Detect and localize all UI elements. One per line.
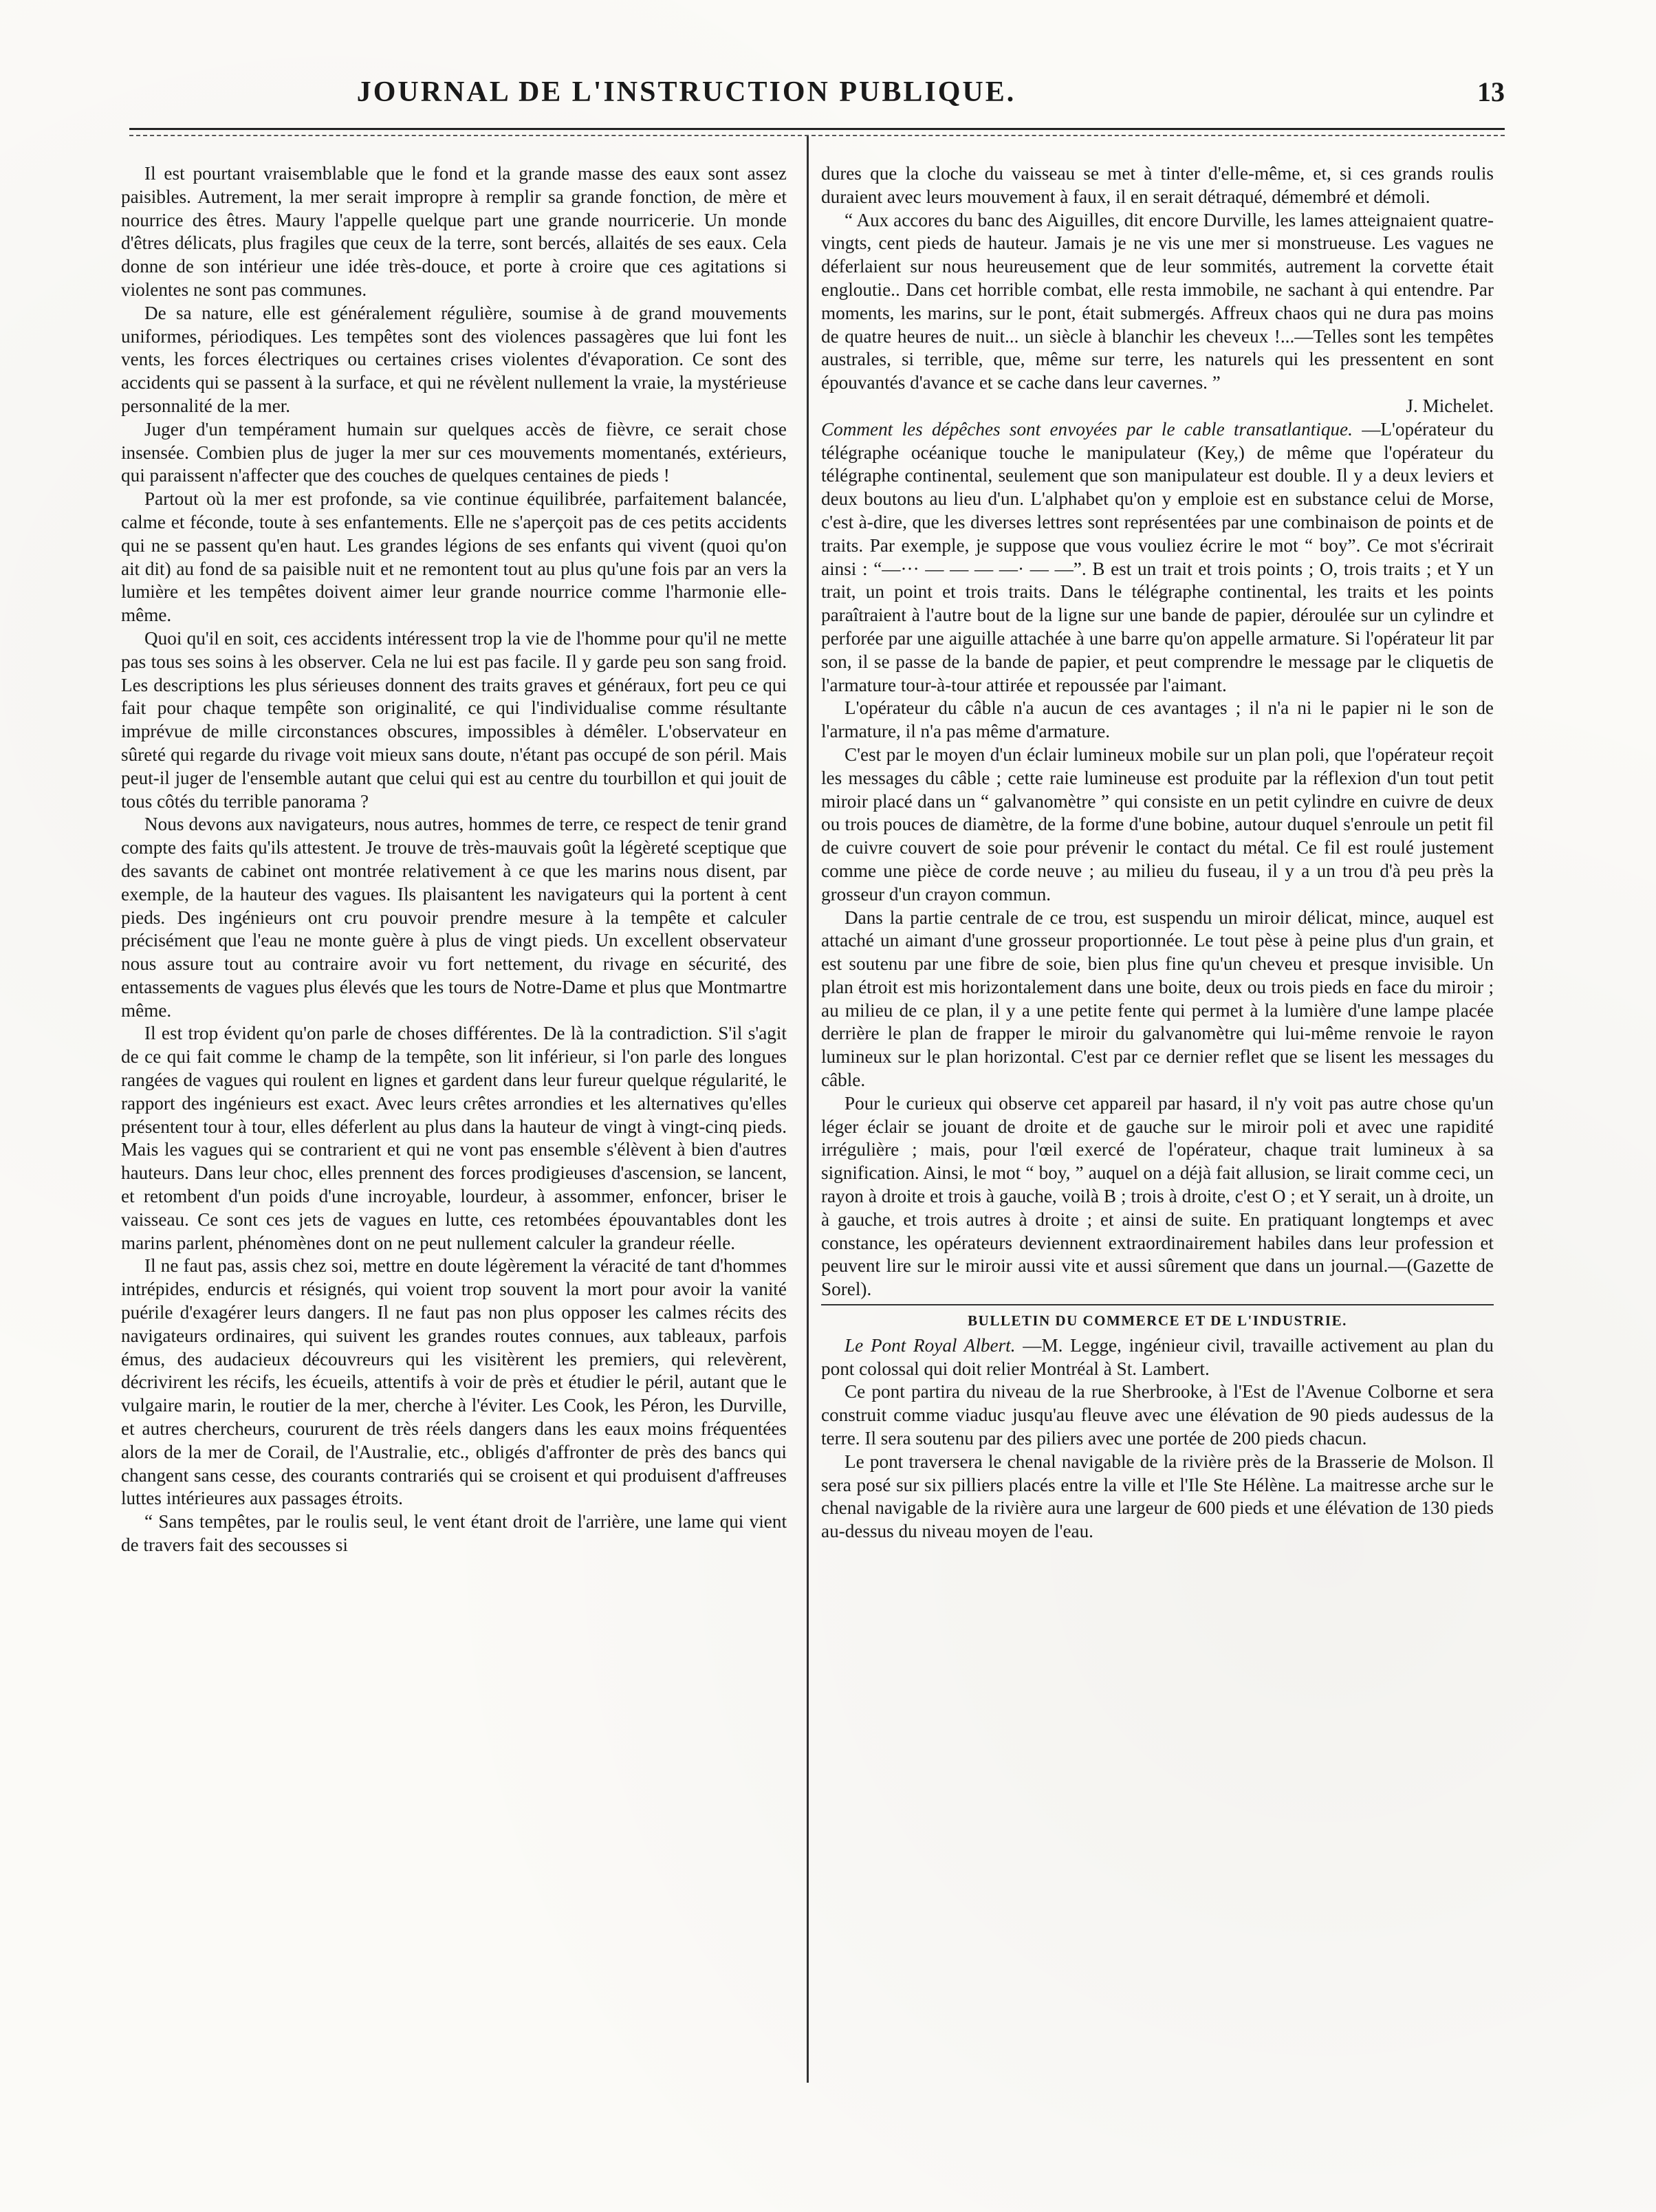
paragraph: Il est pourtant vraisemblable que le fond et la grande masse des eaux sont assez paisibles. Autrement, la mer serait impropre à remplir sa grande fonction, de mère et nourrice des êtres. Maury l'appelle quelque part une grande nourricerie. Un monde d'êtres délicats, plus fragiles que ceux de la terre, sont bercés, allaités de ses eaux. Cela donne de son intérieur une idée très-douce, et porte à croire que ces agitations si violentes ne sont pas communes. <box>121 163 787 300</box>
cable-article-body: —L'opérateur du télégraphe océanique touche le manipulateur (Key,) de même que l'opérateur du télégraphe continental, seulement que son manipulateur est double. Il y a deux leviers et deux boutons au lieu d'un. L'alphabet qu'on y emploie est en substance celui de Morse, c'est à-dire, que les diverses lettres sont représentées par une combinaison de points et de traits. Par exemple, je suppose que vous vouliez écrire le mot “ boy”. Ce mot s'écrirait ainsi : “—··· — — — —· — —”. B est un trait et trois points ; O, trois traits ; et Y un trait, un point et trois traits. Dans le télégraphe continental, les traits et les points paraîtraient à l'autre bout de la ligne sur une bande de papier, déroulée sur un cylindre et perforée par une aiguille attachée à une barre qu'on appelle armature. Si l'opérateur lit par son, il se passe de la bande de papier, et peut comprendre le message par le cliquetis de l'armature tour-à-tour attirée et repoussée par l'aimant. <box>821 418 1494 695</box>
paragraph: C'est par le moyen d'un éclair lumineux mobile sur un plan poli, que l'opérateur reçoit les messages du câble ; cette raie lumineuse est produite par la réflexion d'un tout petit miroir placé dans un “ galvanomètre ” qui consiste en un petit cylindre en cuivre de deux ou trois pouces de diamètre, de la forme d'une bobine, autour duquel s'enroule un petit fil de cuivre couvert de soie pour prévenir le contact du métal. Ce fil est roulé justement comme une pièce de corde neuve ; au milieu du fuseau, il y a un trou d'à peu près la grosseur d'un crayon commun. <box>821 744 1494 904</box>
right-column <box>821 162 1494 2088</box>
page-number: 13 <box>1477 76 1505 107</box>
continued-paragraph: dures que la cloche du vaisseau se met à tinter d'elle-même, et, si ces grands roulis duraient avec leurs mouvement à faux, il en serait détraqué, démembré et démoli. <box>821 163 1494 207</box>
paragraph: Partout où la mer est profonde, sa vie continue équilibrée, parfaitement balancée, calme et féconde, toute à ses enfantements. Elle ne s'aperçoit pas de ces petits accidents qui ne se passent qu'en haut. Les grandes légions de ses enfants qui vivent (quoi qu'on ait dit) au fond de sa paisible nuit et ne remontent tout au plus qu'une fois par an vers la lumière et les tempêtes doivent aimer leur grande nourrice comme l'harmonie elle-même. <box>121 488 787 626</box>
paragraph: Quoi qu'il en soit, ces accidents intéressent trop la vie de l'homme pour qu'il ne mette pas tous ses soins à les observer. Cela ne lui est pas facile. Il y garde peu son sang froid. Les descriptions les plus sérieuses donnent des traits graves et généraux, fort peu ce qui fait pour chaque tempête son originalité, ce qui l'individualise comme résultante imprévue de mille circonstances obscures, impossibles à démêler. L'observateur en sûreté qui regarde du rivage voit mieux sans doute, n'étant pas occupé de son péril. Mais peut-il juger de l'ensemble autant que celui qui est au centre du tourbillon et qui jouit de tous côtés du terrible panorama ? <box>121 627 787 812</box>
masthead <box>129 72 1505 127</box>
cable-article-title: Comment les dépêches sont envoyées par le cable transatlantique. <box>821 418 1353 440</box>
bridge-article-title: Le Pont Royal Albert. <box>845 1334 1016 1356</box>
paragraph: Dans la partie centrale de ce trou, est suspendu un miroir délicat, mince, auquel est attaché un aimant d'une grosseur proportionnée. Le tout pèse à peine plus d'un grain, et est soutenu par une fibre de soie, bien plus fine qu'un cheveu et presque invisible. Un plan étroit est mis horizontalement dans une boite, deux ou trois pieds en face du miroir ; au milieu de ce plan, il y a une petite fente qui permet à la lumière d'une lampe placée derrière le plan de frapper le miroir du galvanomètre qui lui-même renvoie le rayon lumineux sur le plan horizontal. C'est par ce dernier reflet que se lisent les messages du câble. <box>821 907 1494 1091</box>
paragraph: Le pont traversera le chenal navigable de la rivière près de la Brasserie de Molson. Il sera posé sur six pilliers placés entre la ville et l'Ile Ste Hélène. La maitresse arche sur le chenal navigable de la rivière aura une largeur de 600 pieds et une élévation de 130 pieds au-dessus du niveau moyen de l'eau. <box>821 1451 1494 1542</box>
author-signature: J. Michelet. <box>1406 395 1494 416</box>
header-rule-dashed <box>129 135 1505 136</box>
section-heading: BULLETIN DU COMMERCE ET DE L'INDUSTRIE. <box>968 1312 1347 1330</box>
paragraph: Nous devons aux navigateurs, nous autres, hommes de terre, ce respect de tenir grand compte des faits qu'ils attestent. Je trouve de très-mauvais goût la légèreté sceptique que des savants de cabinet ont montrée relativement à ce que les marins nous disent, par exemple, de la hauteur des vagues. Ils plaisantent les navigateurs qui la portent à cent pieds. Des ingénieurs ont cru pouvoir prendre mesure à la tempête et calculer précisément que l'eau ne monte guère à plus de vingt pieds. Un excellent observateur nous assure tout au contraire avoir vu fort nettement, du rivage en sécurité, des entassements de vagues plus élevés que les tours de Notre-Dame et plus que Montmartre même. <box>121 814 787 1021</box>
durville-quote: “ Aux accores du banc des Aiguilles, dit encore Durville, les lames atteignaient quatre-vingts, cent pieds de hauteur. Jamais je ne vis une mer si monstrueuse. Les vagues ne déferlaient sur nous heureusement que de leur sommités, autrement la corvette était engloutie.. Dans cet horrible combat, elle resta immobile, ne sachant à qui entendre. Par moments, les marins, sur le pont, était submergés. Affreux chaos qui ne dura pas moins de quatre heures de nuit... un siècle à blanchir les cheveux !...—Telles sont les tempêtes australes, si terrible, que, même sur terre, les naturels qui les pressentent en sont épouvantés d'avance et se cache dans leur cavernes. ” <box>821 209 1494 393</box>
paragraph: Pour le curieux qui observe cet appareil par hasard, il n'y voit pas autre chose qu'un léger éclair se jouant de droite et de gauche sur le miroir poli et avec une rapidité irrégulière ; mais, pour l'œil exercé de l'opérateur, chaque trait lumineux à sa signification. Ainsi, le mot “ boy, ” auquel on a déjà fait allusion, se lirait comme ceci, un rayon à droite et trois à gauche, voilà B ; trois à droite, c'est O ; et Y serait, un à droite, un à gauche, et trois autres à droite ; et ainsi de suite. En pratiquant longtemps et avec constance, les opérateurs deviennent extraordinairement habiles dans leur profession et peuvent lire sur le miroir aussi vite et aussi sûrement que dans un journal.—(Gazette de Sorel). <box>821 1092 1494 1300</box>
section-divider <box>821 1304 1494 1305</box>
column-separator <box>807 136 809 2083</box>
paragraph: “ Sans tempêtes, par le roulis seul, le vent étant droit de l'arrière, une lame qui vient de travers fait des secousses si <box>121 1511 787 1556</box>
cable-article <box>821 418 1494 697</box>
header-rule <box>129 128 1505 130</box>
paragraph: Il ne faut pas, assis chez soi, mettre en doute légèrement la véracité de tant d'hommes intrépides, endurcis et résignés, qui voient trop souvent la mort pour avoir la vanité puérile d'exagérer leurs dangers. Il ne faut pas non plus opposer les calmes récits des navigateurs ordinaires, qui suivent les grandes routes connues, aux tableaux, parfois émus, des audacieux découvreurs qui les visitèrent les premiers, qui relevèrent, décrivirent les récifs, les écueils, attentifs à voir de près et étudier le péril, autant que le vulgaire marin, le routier de la mer, cherche à l'éviter. Les Cook, les Péron, les Durville, et autres chercheurs, coururent de très réels dangers dans les eaux moins fréquentées alors de la mer de Corail, de l'Australie, etc., obligés d'affronter de près des bancs qui changent sans cesse, des courants contrariés qui se croisent et qui produisent d'affreuses luttes intérieures aux passages étroits. <box>121 1255 787 1509</box>
bridge-article-body: —M. Legge, ingénieur civil, travaille activement au plan du pont colossal qui doit relier Montréal à St. Lambert. <box>821 1334 1494 1379</box>
paragraph: De sa nature, elle est généralement régulière, soumise à de grand mouvements uniformes, périodiques. Les tempêtes sont des violences passagères que lui font les vents, les forces électriques ou certaines crises violentes d'évaporation. Ce sont des accidents qui se passent à la surface, et qui ne révèlent nullement la vraie, la mystérieuse personnalité de la mer. <box>121 302 787 416</box>
paragraph: Il est trop évident qu'on parle de choses différentes. De là la contradiction. S'il s'agit de ce qui fait comme le champ de la tempête, son lit inférieur, si l'on parle des longues rangées de vagues qui roulent en lignes et gardent dans leur fureur quelque régularité, le rapport des ingénieurs est exact. Avec leurs crêtes arrondies et les alternatives qu'elles présentent tour à tour, elles déferlent au plus dans la hauteur de vingt à vingt-cinq pieds. Mais les vagues qui se contrarient et qui ne vont pas ensemble s'élèvent à bien d'autres hauteurs. Dans leur choc, elles prennent des forces prodigieuses d'ascension, se lancent, et retombent d'un poids d'une incroyable, lourdeur, à assommer, enfoncer, briser le vaisseau. Ce sont ces jets de vagues en lutte, ces retombées épouvantables dont les marins parlent, phénomènes dont on ne peut nullement calculer la grandeur réelle. <box>121 1023 787 1253</box>
left-column <box>121 162 787 2088</box>
paragraph: Ce pont partira du niveau de la rue Sherbrooke, à l'Est de l'Avenue Colborne et sera construit comme viaduc jusqu'au fleuve avec une élévation de 90 pieds audessus de la terre. Il sera soutenu par des piliers avec une portée de 200 pieds chacun. <box>821 1381 1494 1449</box>
bridge-article <box>821 1334 1494 1381</box>
paragraph: Juger d'un tempérament humain sur quelques accès de fièvre, ce serait chose insensée. Combien plus de juger la mer sur ces mouvements momentanés, extérieurs, qui paraissent n'affecter que des couches de quelques centaines de pieds ! <box>121 418 787 486</box>
journal-title: JOURNAL DE L'INSTRUCTION PUBLIQUE. <box>356 76 1016 108</box>
paragraph: L'opérateur du câble n'a aucun de ces avantages ; il n'a ni le papier ni le son de l'armature, il n'a pas même d'armature. <box>821 697 1494 742</box>
